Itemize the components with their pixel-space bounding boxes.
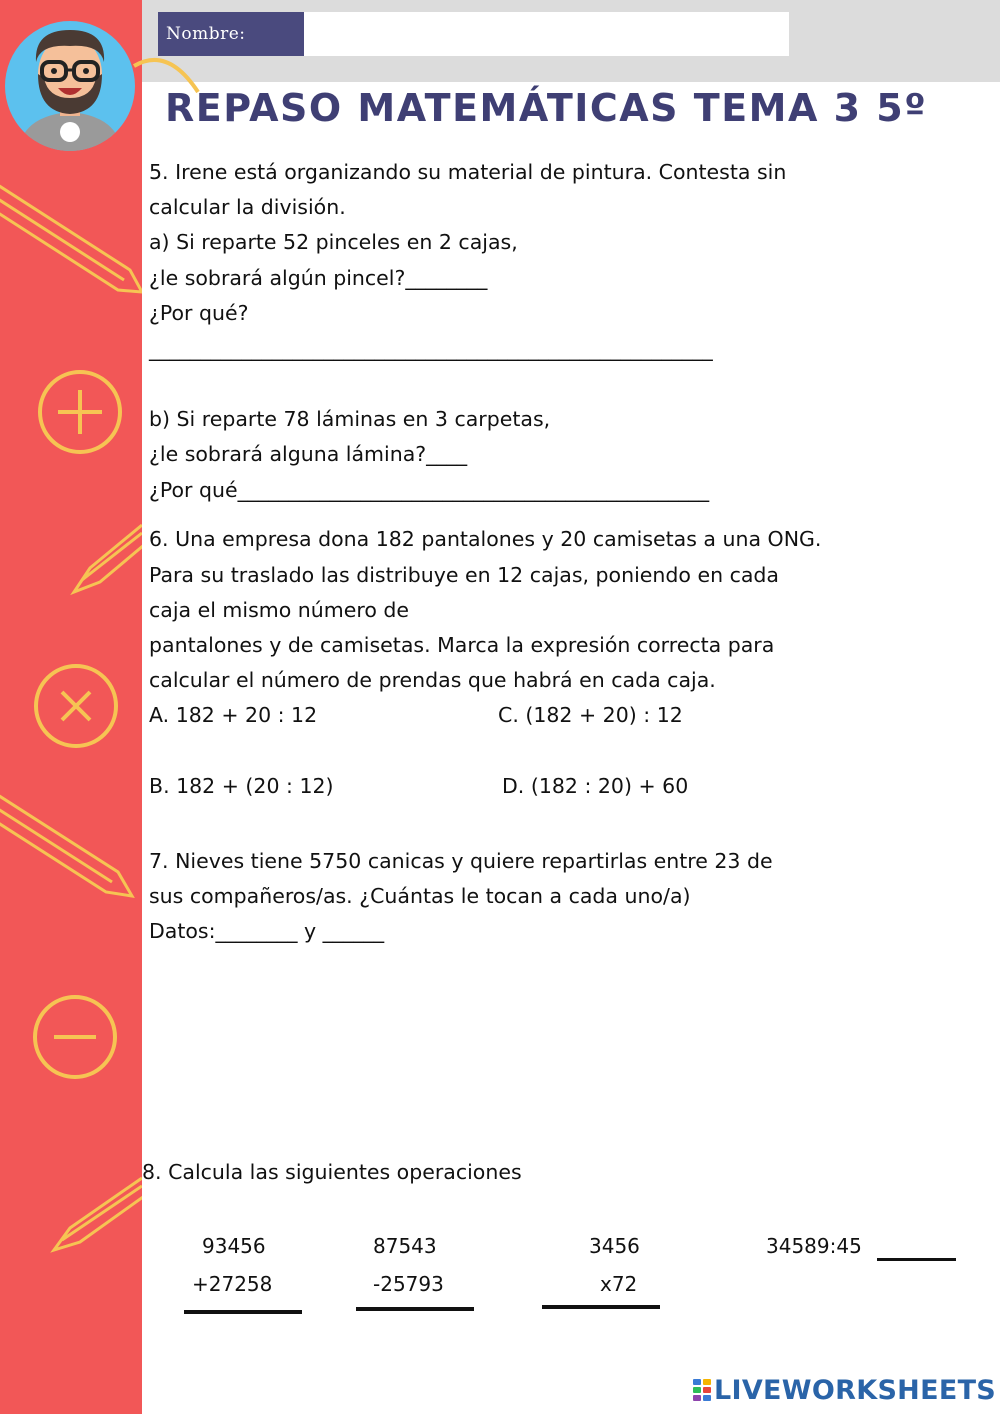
- op1-answer-input[interactable]: [184, 1318, 306, 1350]
- q6-line3: caja el mismo número de: [149, 598, 410, 622]
- q5-line1: 5. Irene está organizando su material de pintura. Contesta sin: [149, 160, 787, 184]
- liveworksheets-logo-text: LIVEWORKSHEETS: [714, 1374, 997, 1406]
- pencil-icon: [74, 525, 142, 592]
- page-title: REPASO MATEMÁTICAS TEMA 3 5º: [165, 86, 928, 130]
- q5-a-why: ¿Por qué?: [149, 301, 249, 325]
- pencil-icon: [0, 790, 132, 896]
- q6-line4: pantalones y de camisetas. Marca la expresión correcta para: [149, 633, 775, 657]
- op3-rule: [542, 1305, 660, 1309]
- liveworksheets-logo[interactable]: [692, 1374, 996, 1406]
- pencil-icon: [0, 180, 142, 292]
- q7-data-input-1[interactable]: [222, 915, 342, 947]
- minus-icon: [35, 997, 115, 1077]
- q5-a-line2: ¿le sobrará algún pincel?________: [149, 266, 488, 290]
- q6-option-b[interactable]: B. 182 + (20 : 12): [149, 774, 334, 798]
- q5-b-line2: ¿le sobrará alguna lámina?____: [149, 442, 468, 466]
- op1-top: 93456: [202, 1234, 266, 1258]
- q5-a-why-line: _______________________________________________________: [149, 337, 713, 361]
- q7-data-input-2[interactable]: [372, 915, 464, 947]
- op3-answer-input[interactable]: [542, 1313, 664, 1345]
- op4: 34589:45: [766, 1234, 862, 1258]
- q5-a-line1: a) Si reparte 52 pinceles en 2 cajas,: [149, 230, 518, 254]
- name-input[interactable]: [304, 12, 789, 56]
- q6-option-a[interactable]: A. 182 + 20 : 12: [149, 703, 318, 727]
- op1-bottom: +27258: [192, 1272, 273, 1296]
- q5-b-line1: b) Si reparte 78 láminas en 3 carpetas,: [149, 407, 551, 431]
- name-label: Nombre:: [158, 12, 304, 56]
- liveworksheets-logo-icon: [692, 1378, 712, 1402]
- q8-title: 8. Calcula las siguientes operaciones: [142, 1160, 522, 1184]
- sidebar-decorations: [0, 0, 142, 1414]
- q6-line5: calcular el número de prendas que habrá en cada caja.: [149, 668, 716, 692]
- q7-line1: 7. Nieves tiene 5750 canicas y quiere repartirlas entre 23 de: [149, 849, 773, 873]
- op4-answer-input[interactable]: [877, 1230, 960, 1260]
- op2-answer-input[interactable]: [356, 1315, 478, 1347]
- op3-top: 3456: [589, 1234, 640, 1258]
- q7-line2: sus compañeros/as. ¿Cuántas le tocan a cada uno/a): [149, 884, 691, 908]
- q5-b-why-input[interactable]: [258, 474, 922, 506]
- q5-b-why: ¿Por qué______________________________________________: [149, 478, 710, 502]
- pencil-icon: [54, 1178, 142, 1250]
- q5-a-why-input[interactable]: [149, 332, 925, 364]
- op2-rule: [356, 1307, 474, 1311]
- times-icon: [36, 666, 116, 746]
- q5-b-answer-input[interactable]: [482, 438, 546, 470]
- op2-top: 87543: [373, 1234, 437, 1258]
- avatar-icon: [4, 20, 136, 152]
- op3-bottom: x72: [600, 1272, 638, 1296]
- q6-line2: Para su traslado las distribuye en 12 cajas, poniendo en cada: [149, 563, 779, 587]
- op2-bottom: -25793: [373, 1272, 444, 1296]
- op1-rule: [184, 1310, 302, 1314]
- q5-a-answer-input[interactable]: [462, 262, 580, 294]
- q6-option-d[interactable]: D. (182 : 20) + 60: [502, 774, 689, 798]
- q5-line2: calcular la división.: [149, 195, 346, 219]
- q7-line3: Datos:________ y ______: [149, 919, 385, 943]
- plus-icon: [40, 372, 120, 452]
- q6-option-c[interactable]: C. (182 + 20) : 12: [498, 703, 683, 727]
- q6-line1: 6. Una empresa dona 182 pantalones y 20 camisetas a una ONG.: [149, 527, 822, 551]
